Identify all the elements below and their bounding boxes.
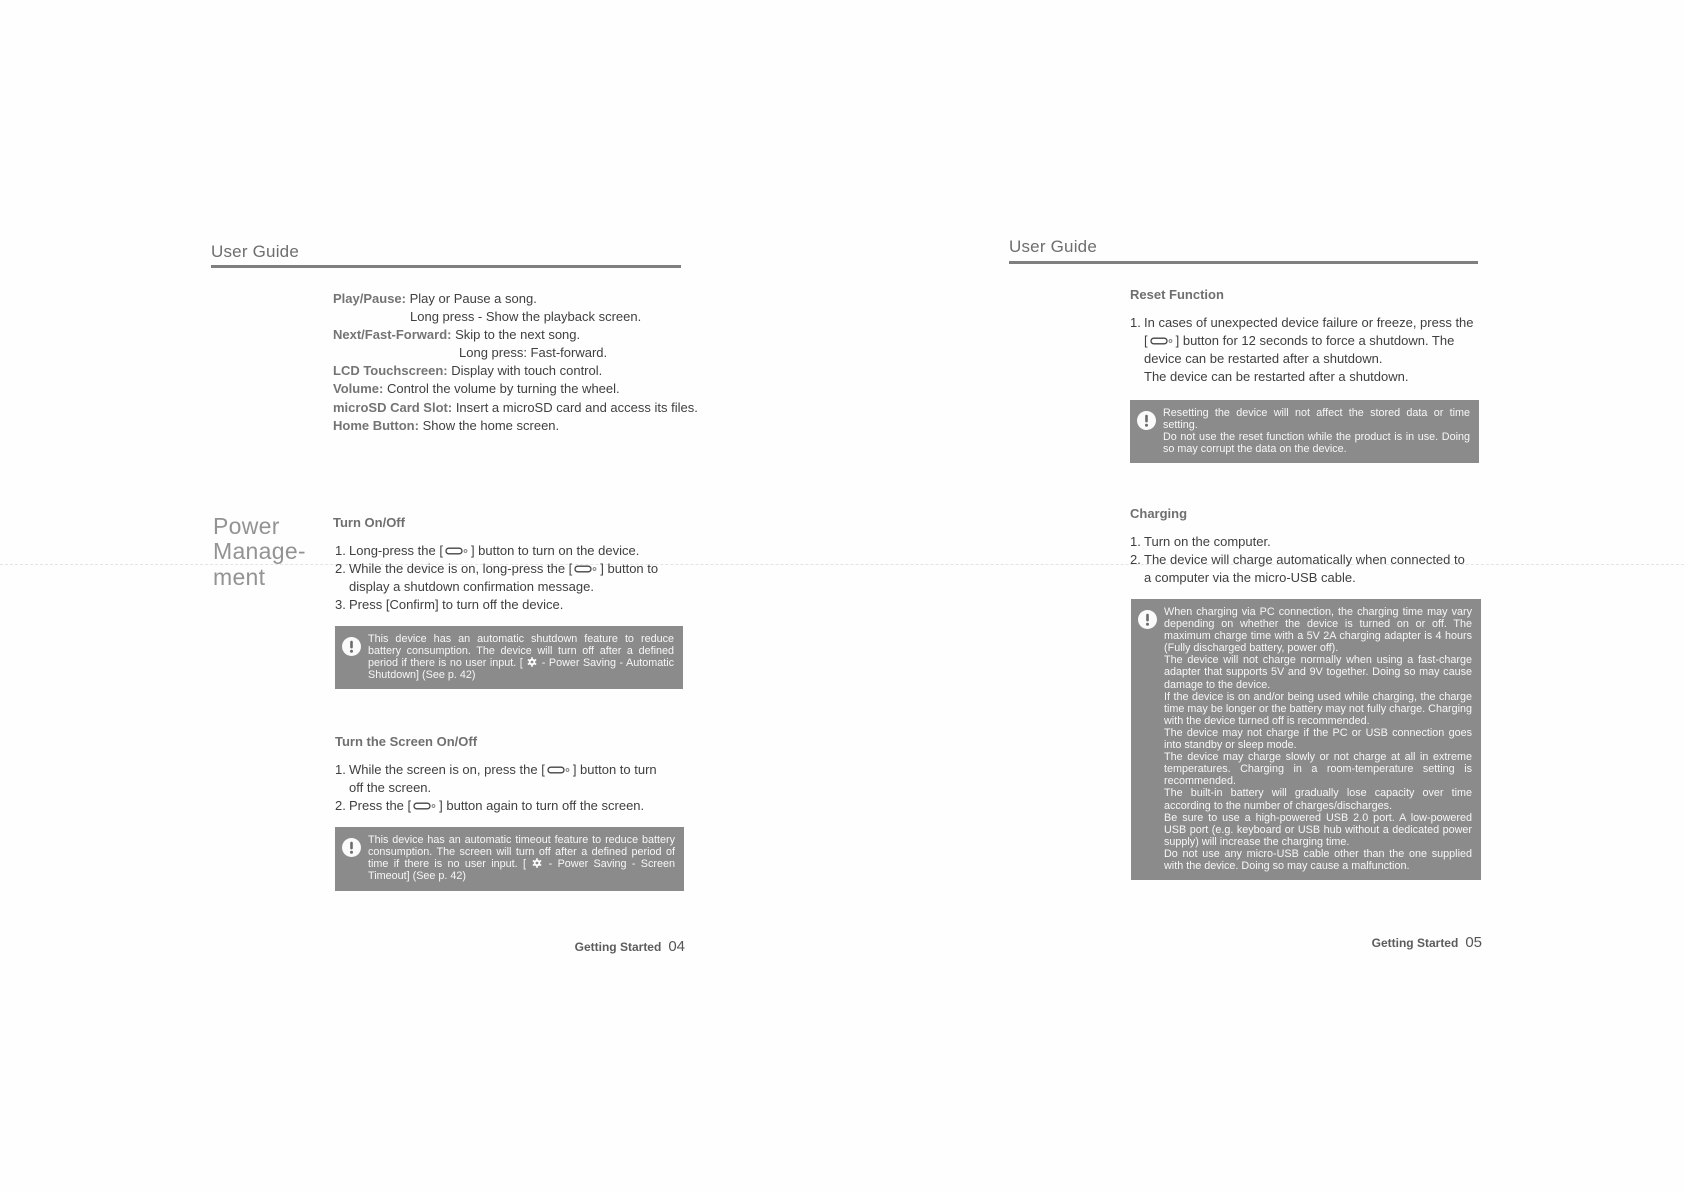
control-label: Volume: [333,381,384,397]
settings-gear-icon [532,858,542,868]
alert-icon [1137,411,1156,430]
charging-steps [1130,533,1465,587]
step-item [335,797,657,815]
section-title-line: Manage- [213,538,306,565]
note-box-reset [1130,400,1479,463]
note-text: The device may not charge if the PC or USB connection goes into standby or sleep mode. [1164,726,1472,752]
note-text: Do not use the reset function while the product is in use. Doing so may corrupt the data on the device. [1163,431,1470,456]
control-item-next [333,326,698,344]
control-label: Home Button: [333,417,419,433]
step-number: 1. [1130,315,1141,330]
step-text: Turn on the computer. [1144,534,1271,549]
control-subdescription: Long press: Fast-forward. [459,345,608,361]
note-text: The device may charge slowly or not charge at all in extreme temperatures. Charging in a room-temperature setting is recommended. [1164,751,1472,788]
control-label: microSD Card Slot: [333,399,453,415]
note-text-part: This device has an automatic timeout feature to reduce battery consumption. The screen will turn off after a defined period of time if there is no user input. [ [368,834,675,871]
screen-on-off-steps [335,761,657,815]
note-text: Resetting the device will not affect the stored data or time setting. [1163,407,1470,432]
page-footer [575,938,685,955]
step-continuation [1130,332,1474,350]
alert-icon [342,838,361,857]
page-number: 04 [668,938,685,955]
note-text [368,633,674,681]
turn-on-off-steps [335,542,658,614]
step-text: ] button again to turn off the screen. [439,798,645,814]
alert-icon [1138,610,1157,629]
controls-list [333,290,698,435]
step-continuation: off the screen. [349,780,432,796]
note-box-screen-timeout [335,827,684,891]
control-subdescription: Long press - Show the playback screen. [410,309,642,325]
step-item [335,761,657,779]
subsection-title-screen-on-off: Turn the Screen On/Off [335,734,478,749]
step-number: 1. [335,543,346,558]
control-item-play-pause [333,290,698,308]
step-continuation: The device can be restarted after a shutdown. [1144,369,1409,385]
page-footer [1372,934,1482,951]
control-label: LCD Touchscreen: [333,363,448,379]
subsection-title-charging: Charging [1130,506,1188,521]
control-label: Next/Fast-Forward: [333,327,452,343]
step-text: Press the [ [349,798,412,814]
step-item [1130,533,1465,551]
note-text: Do not use any micro-USB cable other than the one supplied with the device. Doing so may cause a malfunction. [1164,847,1472,872]
step-text: While the device is on, long-press the [ [349,561,573,577]
step-number: 2. [335,798,346,814]
subsection-title-reset-function: Reset Function [1130,287,1224,302]
note-text: The device will not charge normally when using a fast-charge adapter that supports 5V and 9V together. Doing so may cause damage to the device. [1164,654,1472,691]
note-text-part: - Power Saving - Screen Timeout] (See p. 42) [368,858,676,883]
reset-steps [1130,314,1474,386]
note-box-charging [1131,599,1481,880]
section-title-power-management [213,514,306,590]
step-continuation: a computer via the micro-USB cable. [1144,570,1356,586]
note-text: Be sure to use a high-powered USB 2.0 port. A low-powered USB port (e.g. keyboard or USB hub without a dedicated power supply) will increase the charging time. [1164,811,1472,848]
step-continuation: display a shutdown confirmation message. [349,579,594,595]
step-text: While the screen is on, press the [ [349,762,545,777]
control-item-home [333,417,698,435]
power-button-icon [547,765,571,775]
control-description: Control the volume by turning the wheel. [386,381,620,397]
step-text: ] button to turn on the device. [470,543,640,558]
power-button-icon [445,546,469,556]
step-item [335,596,658,614]
step-item [1130,314,1474,332]
control-description: Insert a microSD card and access its files. [455,399,698,415]
step-text: Long-press the [ [349,543,443,558]
control-item-microsd [333,399,698,417]
step-text: ] button to [600,561,659,577]
note-text-part: - Power Saving - Automatic Shutdown] (See p. 42) [368,657,674,682]
step-number: 1. [1130,534,1141,549]
power-button-icon [574,564,598,574]
step-text: [ [1144,333,1148,349]
subsection-title-turn-on-off: Turn On/Off [333,515,405,530]
control-item-lcd [333,362,698,380]
control-description: Skip to the next song. [455,327,581,343]
footer-section-name: Getting Started [1371,936,1459,950]
alert-icon [342,637,361,656]
control-label: Play/Pause: [333,291,406,306]
step-text: The device will charge automatically when connected to [1144,552,1465,568]
power-button-icon [413,801,437,811]
step-text: ] button for 12 seconds to force a shutdown. The [1175,333,1455,349]
footer-section-name: Getting Started [574,940,662,954]
note-text [368,834,675,882]
note-box-auto-shutdown [335,626,683,689]
step-number: 3. [335,597,346,613]
step-item [335,542,658,560]
note-text: If the device is on and/or being used while charging, the charge time may be longer or the battery may not fully charge. Charging with the device turned off is recommended. [1164,690,1472,727]
settings-gear-icon [527,657,537,667]
step-number: 1. [335,762,346,777]
header-rule [211,265,681,268]
page-header: User Guide [1009,237,1097,256]
step-number: 2. [335,561,346,577]
control-item-volume [333,380,698,398]
step-text: ] button to turn [572,762,657,777]
section-title-line: ment [213,563,266,590]
control-description: Show the home screen. [422,417,560,433]
step-number: 2. [1130,552,1141,568]
note-text-part: This device has an automatic shutdown feature to reduce battery consumption. The device will turn off after a defined period if there is no user input. [ [368,633,674,670]
step-text: Press [Confirm] to turn off the device. [349,597,564,613]
control-description: Play or Pause a song. [409,291,537,306]
control-description: Display with touch control. [451,363,603,379]
note-text: The built-in battery will gradually lose capacity over time according to the number of charges/discharges. [1164,787,1472,812]
power-button-icon [1150,336,1174,346]
step-text: In cases of unexpected device failure or freeze, press the [1144,315,1474,330]
step-continuation: device can be restarted after a shutdown. [1144,351,1383,367]
step-item [335,560,658,578]
step-item [1130,551,1465,569]
page-header: User Guide [211,242,299,261]
note-text: When charging via PC connection, the charging time may vary depending on whether the device is turned on or off. The maximum charge time with a 5V 2A charging adapter is 4 hours (Fully discharged battery, power off). [1164,606,1472,655]
section-title-line: Power [213,513,280,539]
page-number: 05 [1465,934,1482,951]
header-rule [1009,261,1478,264]
